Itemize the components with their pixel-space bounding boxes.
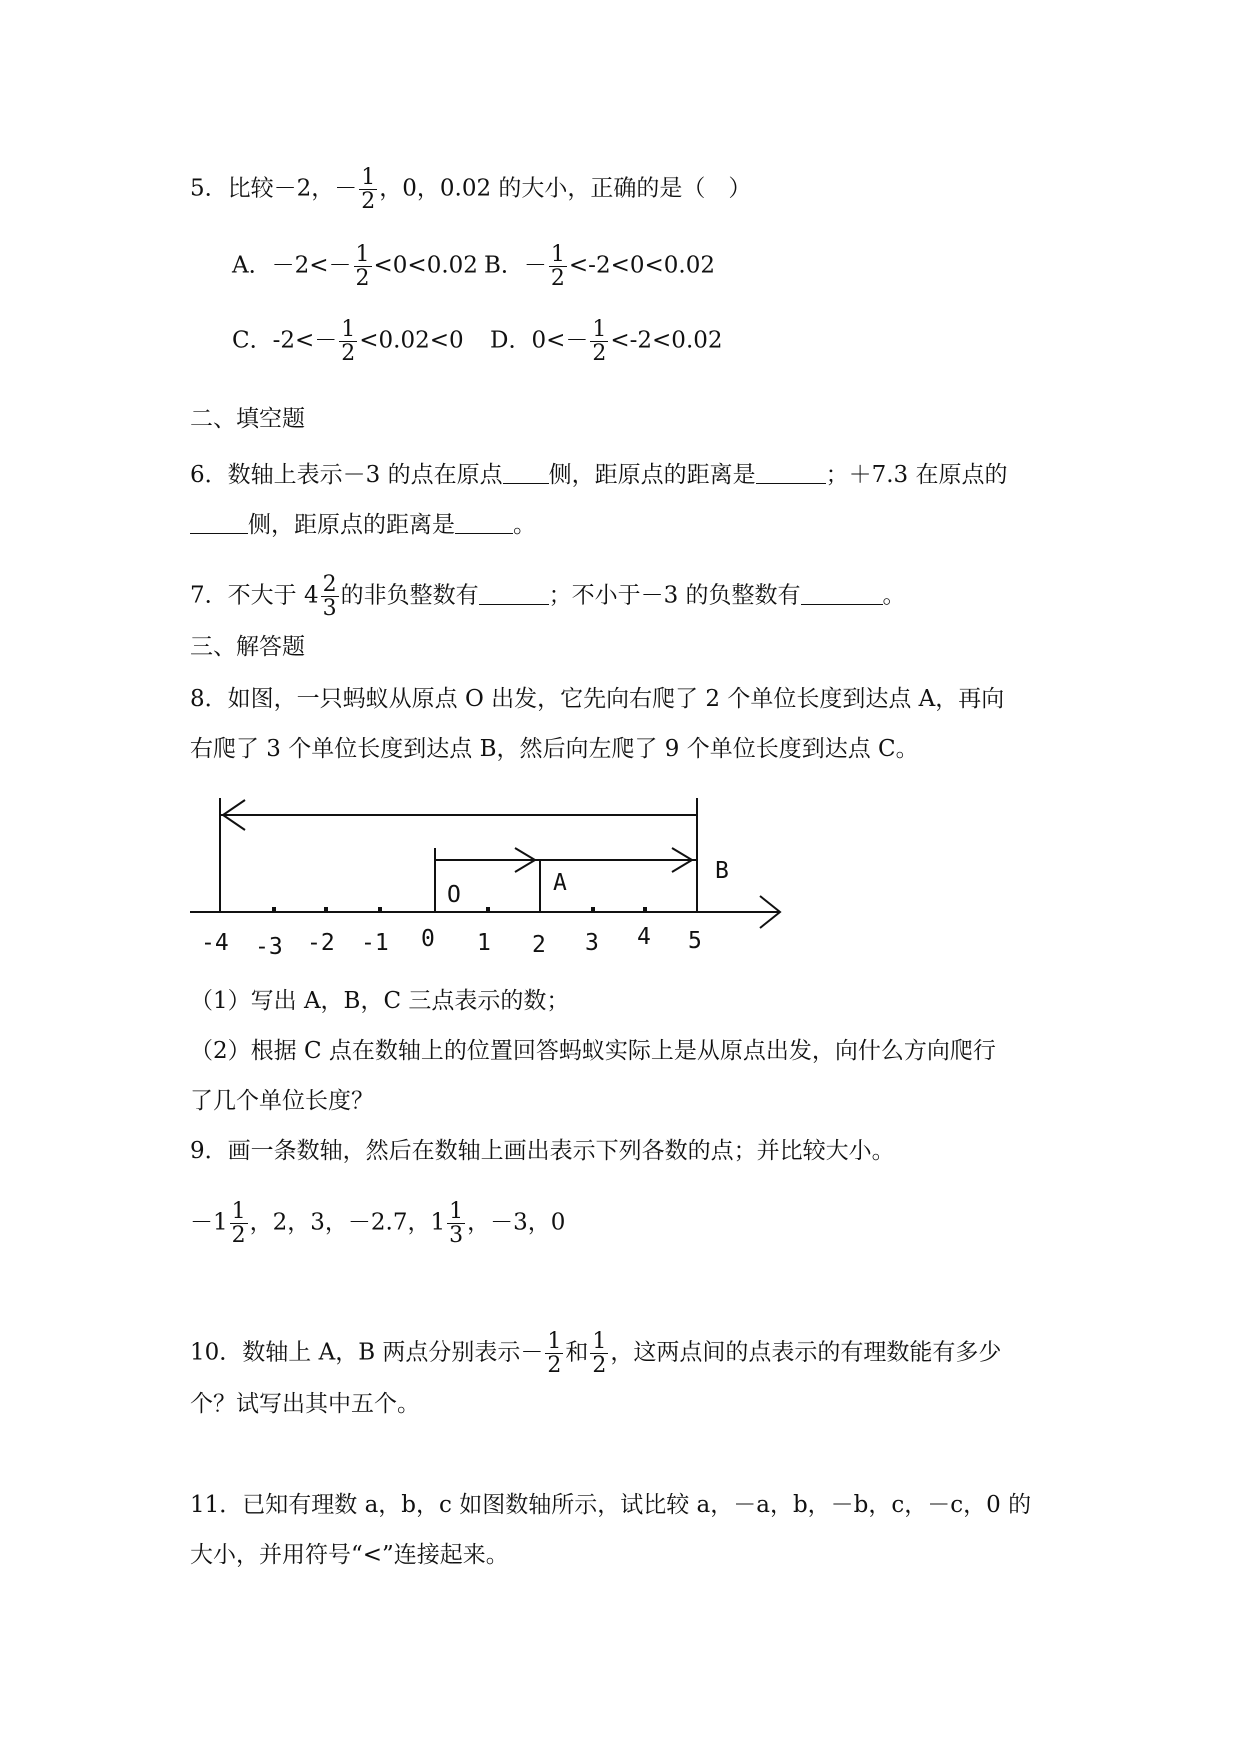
q6-blank-2 bbox=[756, 460, 826, 484]
tick-label-minus-2: -2 bbox=[307, 930, 335, 956]
q6-blank-4 bbox=[455, 510, 513, 534]
label-point-b: B bbox=[715, 858, 729, 884]
q6-line-2: 侧，距原点的距离是 。 bbox=[190, 510, 536, 537]
tick-dot-3 bbox=[591, 907, 595, 911]
q11-line-2: 大小，并用符号“<”连接起来。 bbox=[190, 1542, 509, 1568]
q7-blank-2 bbox=[801, 581, 883, 605]
q5-option-a: A．－2<－ $\frac{1}{2}$ <0<0.02 bbox=[232, 242, 478, 292]
q7-blank-1 bbox=[479, 581, 549, 605]
q5-option-a-fraction: $\frac{1}{2}$ bbox=[355, 242, 370, 292]
q5-option-c: C．-2<－ $\frac{1}{2}$ <0.02<0 bbox=[232, 317, 464, 367]
q10-line-2: 个？试写出其中五个。 bbox=[190, 1391, 420, 1417]
q10-fraction-2: $\frac{1}{2}$ bbox=[592, 1329, 607, 1379]
q6-line-1: 6．数轴上表示－3 的点在原点 侧，距原点的距离是 ；＋7.3 在原点的 bbox=[190, 462, 1008, 488]
q7-stem: 7．不大于 4 $\frac{2}{3}$ 的非负整数有 ；不小于－3 的负整数有 。 bbox=[190, 572, 906, 622]
tick-label-1: 1 bbox=[477, 930, 491, 956]
section-fill-in-heading: 二、填空题 bbox=[190, 406, 305, 432]
tick-dot-1 bbox=[486, 907, 490, 911]
q10-line-1: 10．数轴上 A，B 两点分别表示－ $\frac{1}{2}$ 和 $\frac{1}{2}$ ，这两点间的点表示的有理数能有多少 bbox=[190, 1329, 1002, 1379]
q9-numbers: －1 $\frac{1}{2}$ ，2，3，－2.7，1 $\frac{1}{3}$ ，－3，0 bbox=[190, 1199, 566, 1249]
number-line-figure bbox=[185, 790, 805, 970]
q8-sub-1: （1）写出 A，B，C 三点表示的数； bbox=[190, 988, 570, 1014]
q5-option-d-fraction: $\frac{1}{2}$ bbox=[592, 317, 607, 367]
tick-label-0: 0 bbox=[421, 926, 435, 952]
q5-lead: 5．比较－2，－ bbox=[190, 175, 358, 202]
q5-option-b-fraction: $\frac{1}{2}$ bbox=[550, 242, 565, 292]
q8-line-2: 右爬了 3 个单位长度到达点 B，然后向左爬了 9 个单位长度到达点 C。 bbox=[190, 736, 919, 762]
label-point-o: O bbox=[447, 882, 461, 908]
q10-fraction-1: $\frac{1}{2}$ bbox=[547, 1329, 562, 1379]
q5-stem bbox=[190, 166, 751, 213]
tick-label-minus-1: -1 bbox=[361, 930, 389, 956]
tick-dot-4 bbox=[643, 907, 647, 911]
q7-fraction: $\frac{2}{3}$ bbox=[322, 572, 337, 622]
tick-dot-minus-1 bbox=[378, 907, 382, 911]
q5-fraction: $\frac{1}{2}$ bbox=[361, 165, 376, 215]
tick-label-4: 4 bbox=[637, 924, 651, 950]
label-point-a: A bbox=[553, 870, 567, 896]
q5-tail: ，0，0.02 的大小，正确的是（ ） bbox=[379, 175, 752, 202]
q8-sub-2-line-2: 了几个单位长度？ bbox=[190, 1088, 374, 1114]
q11-line-1: 11．已知有理数 a，b，c 如图数轴所示，试比较 a，－a，b，－b，c，－c，0 的 bbox=[190, 1492, 1032, 1518]
section-answer-heading: 三、解答题 bbox=[190, 634, 305, 660]
q9-line-1: 9．画一条数轴，然后在数轴上画出表示下列各数的点；并比较大小。 bbox=[190, 1138, 895, 1164]
tick-label-2: 2 bbox=[532, 932, 546, 958]
tick-label-5: 5 bbox=[688, 928, 702, 954]
q5-option-d: D．0<－ $\frac{1}{2}$ <-2<0.02 bbox=[490, 317, 723, 367]
q8-line-1: 8．如图，一只蚂蚁从原点 O 出发，它先向右爬了 2 个单位长度到达点 A，再向 bbox=[190, 686, 1005, 712]
q5-option-b: B．－ $\frac{1}{2}$ <-2<0<0.02 bbox=[484, 242, 715, 292]
q6-blank-1 bbox=[503, 460, 549, 484]
q9-fraction-1: $\frac{1}{2}$ bbox=[231, 1199, 246, 1249]
q6-blank-3 bbox=[190, 510, 248, 534]
tick-dot-minus-3 bbox=[272, 907, 276, 911]
q5-option-c-fraction: $\frac{1}{2}$ bbox=[341, 317, 356, 367]
tick-label-minus-4: -4 bbox=[201, 930, 229, 956]
tick-label-minus-3: -3 bbox=[255, 934, 283, 960]
tick-dot-minus-2 bbox=[324, 907, 328, 911]
q8-sub-2-line-1: （2）根据 C 点在数轴上的位置回答蚂蚁实际上是从原点出发，向什么方向爬行 bbox=[190, 1038, 996, 1064]
tick-label-3: 3 bbox=[585, 930, 599, 956]
q9-fraction-2: $\frac{1}{3}$ bbox=[449, 1199, 464, 1249]
